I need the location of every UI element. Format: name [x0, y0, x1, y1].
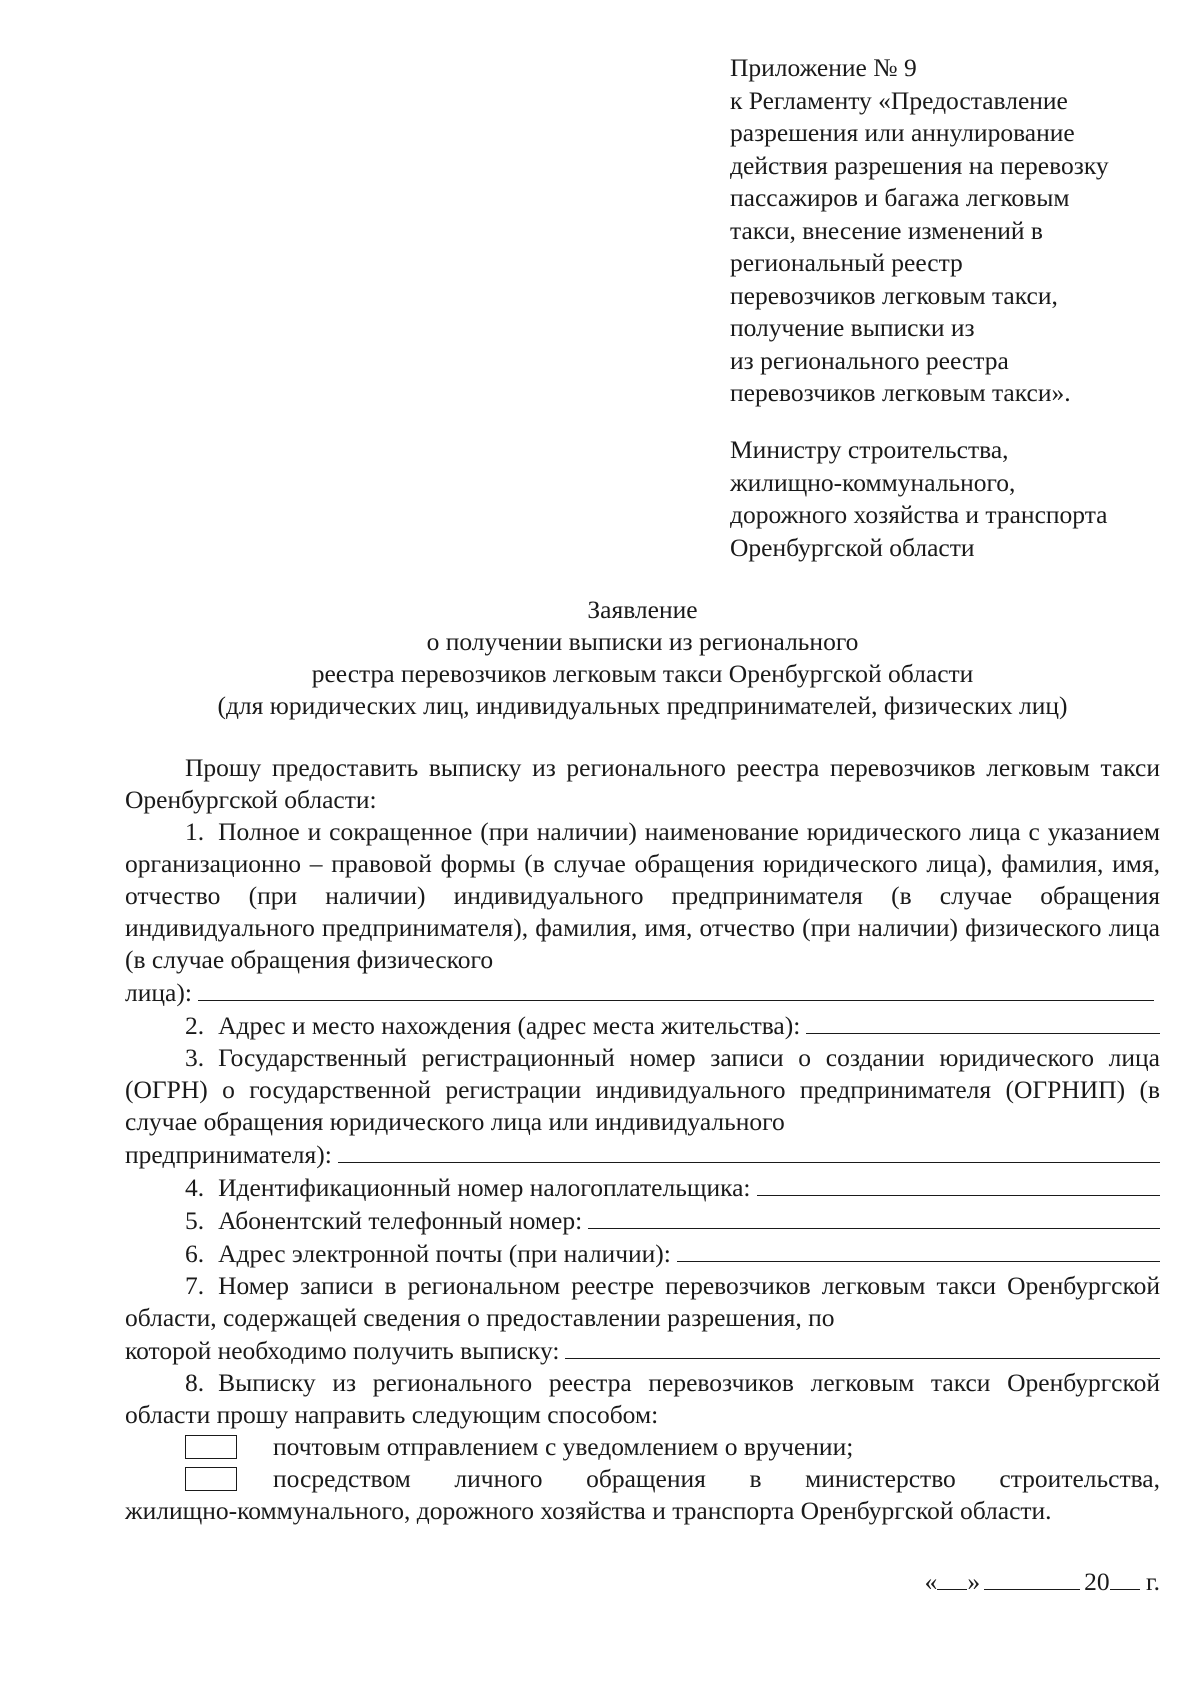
item-7-fill-row [125, 1334, 1160, 1367]
item-tail: лица): [125, 978, 192, 1007]
addressee-line: дорожного хозяйства и транспорта [730, 500, 1108, 529]
appendix-line: из регионального реестра [730, 345, 1009, 375]
option-label: посредством личного обращения в министерство строительства, [273, 1464, 1160, 1493]
appendix-note [730, 52, 1170, 410]
item-tail: которой необходимо получить выписку: [125, 1336, 560, 1365]
appendix-line: такси, внесение изменений в [730, 215, 1043, 245]
item-number: 1. [185, 817, 205, 846]
appendix-line: перевозчиков легковым такси». [730, 378, 1071, 407]
addressee-line: жилищно-коммунального, [730, 467, 1016, 497]
item-text: Номер записи в региональном реестре перевозчиков легковым такси Оренбургской области, содержащей сведения о предоставлении разрешения, по [125, 1271, 1160, 1332]
option-label-continued: жилищно-коммунального, дорожного хозяйства и транспорта Оренбургской области. [125, 1496, 1052, 1525]
heading-line: о получении выписки из регионального [426, 627, 859, 656]
item-tail: предпринимателя): [125, 1140, 332, 1169]
option-label: почтовым отправлением с уведомлением о вручении; [273, 1432, 854, 1461]
heading-line: реестра перевозчиков легковым такси Оренбургской области [311, 659, 974, 688]
delivery-option-mail [125, 1431, 1160, 1463]
date-field [900, 1566, 1160, 1598]
addressee-block [730, 434, 1170, 564]
fill-line[interactable] [338, 1138, 1160, 1163]
item-number: 5. [185, 1206, 205, 1235]
item-4 [125, 1171, 1160, 1204]
fill-line[interactable] [806, 1009, 1160, 1034]
document-title: Заявление [587, 595, 698, 624]
item-8 [125, 1367, 1160, 1431]
item-3 [125, 1042, 1160, 1138]
addressee-line: Министру строительства, [730, 435, 1009, 464]
item-text: Адрес и место нахождения (адрес места жительства): [218, 1011, 801, 1040]
fill-line[interactable] [677, 1237, 1160, 1262]
item-5 [125, 1204, 1160, 1237]
date-open-quote: « [924, 1567, 938, 1596]
appendix-line: получение выписки из [730, 313, 975, 342]
appendix-line: к Регламенту «Предоставление [730, 85, 1068, 115]
year-prefix: 20 [1084, 1567, 1110, 1596]
item-text: Адрес электронной почты (при наличии): [218, 1239, 671, 1268]
appendix-line: действия разрешения на перевозку [730, 150, 1109, 180]
appendix-line: разрешения или аннулирование [730, 118, 1075, 147]
item-text: Полное и сокращенное (при наличии) наименование юридического лица с указанием организационно – правовой формы (в случае обращения юридического лица), фамилия, имя, отчество (при наличии) индивидуального предпринимателя (в случае обращения индивидуального предпринимателя), фамилия, имя, отчество (при наличии) физического лица (в случае обращения физического [125, 817, 1160, 974]
month-fill-line[interactable] [984, 1567, 1080, 1590]
appendix-line: региональный реестр [730, 248, 963, 277]
item-number: 8. [185, 1368, 205, 1397]
item-1 [125, 816, 1160, 976]
year-suffix: г. [1146, 1567, 1160, 1596]
item-text: Абонентский телефонный номер: [218, 1206, 583, 1235]
personal-option-checkbox[interactable] [185, 1467, 237, 1491]
fill-line[interactable] [565, 1334, 1160, 1359]
year-fill-line[interactable] [1110, 1567, 1140, 1590]
item-1-fill-row [125, 976, 1160, 1009]
item-text: Идентификационный номер налогоплательщика: [218, 1173, 751, 1202]
mail-option-checkbox[interactable] [185, 1435, 237, 1459]
item-number: 7. [185, 1271, 205, 1300]
application-body [125, 752, 1160, 1527]
fill-line[interactable] [588, 1204, 1160, 1229]
fill-line[interactable] [757, 1171, 1160, 1196]
item-number: 6. [185, 1239, 205, 1268]
item-text: Выписку из регионального реестра перевозчиков легковым такси Оренбургской области прошу направить следующим способом: [125, 1368, 1160, 1429]
day-fill-line[interactable] [937, 1567, 967, 1590]
item-number: 2. [185, 1011, 205, 1040]
item-2 [125, 1009, 1160, 1042]
fill-line[interactable] [198, 976, 1154, 1001]
appendix-line: перевозчиков легковым такси, [730, 280, 1058, 310]
item-text: Государственный регистрационный номер записи о создании юридического лица (ОГРН) о государственной регистрации индивидуального предпринимателя (ОГРНИП) (в случае обращения юридического лица или индивидуального [125, 1043, 1160, 1136]
item-number: 4. [185, 1173, 205, 1202]
date-close-quote: » [967, 1567, 981, 1596]
item-3-fill-row [125, 1138, 1160, 1171]
item-7 [125, 1270, 1160, 1334]
appendix-line: пассажиров и багажа легковым [730, 183, 1070, 212]
delivery-option-personal [125, 1463, 1160, 1495]
item-6 [125, 1237, 1160, 1270]
intro-paragraph: Прошу предоставить выписку из регионального реестра перевозчиков легковым такси Оренбургской области: [125, 753, 1160, 814]
heading-line: (для юридических лиц, индивидуальных предпринимателей, физических лиц) [217, 691, 1068, 720]
addressee-line: Оренбургской области [730, 532, 975, 562]
item-number: 3. [185, 1043, 205, 1072]
document-heading [125, 594, 1160, 722]
appendix-line: Приложение № 9 [730, 53, 917, 82]
